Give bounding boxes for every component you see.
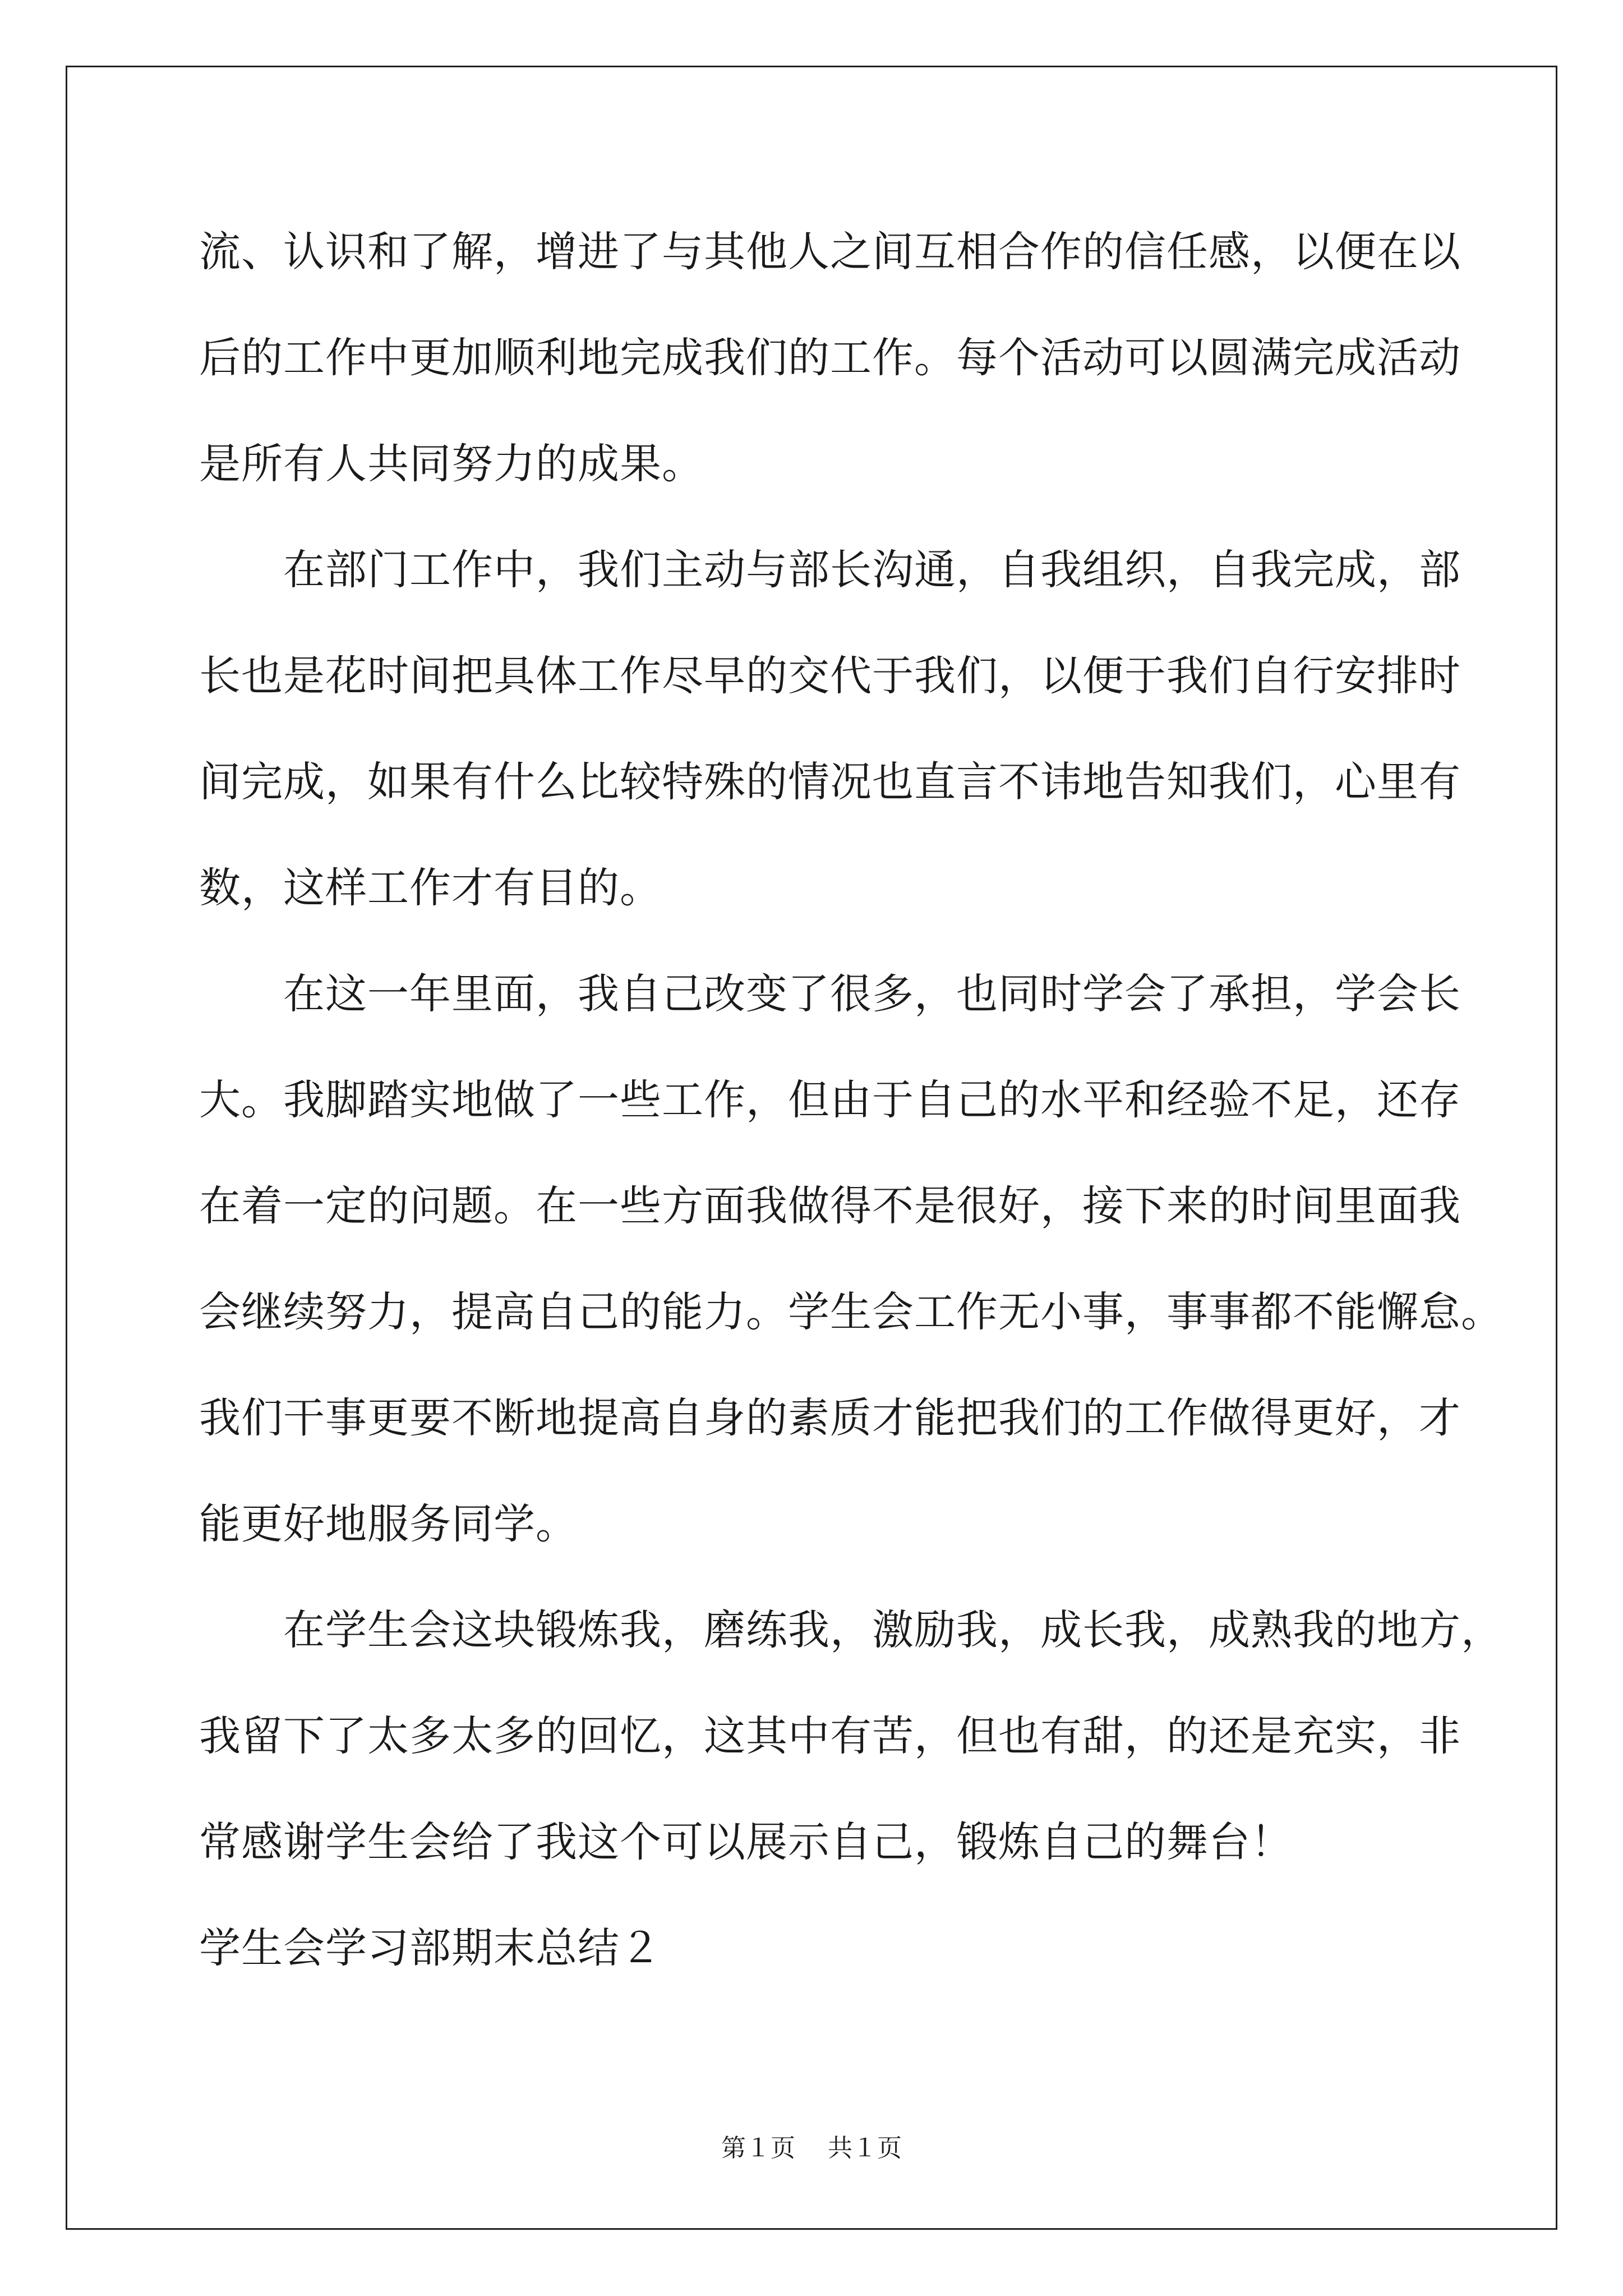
text-line: 在着一定的问题。在一些方面我做得不是很好，接下来的时间里面我: [199, 1182, 1461, 1230]
text-line: 在这一年里面，我自己改变了很多，也同时学会了承担，学会长: [283, 970, 1461, 1018]
text-line: 是所有人共同努力的成果。: [199, 440, 704, 488]
text-line: 会继续努力，提高自己的能力。学生会工作无小事，事事都不能懈怠。: [199, 1288, 1503, 1336]
text-line: 间完成，如果有什么比较特殊的情况也直言不讳地告知我们，心里有: [199, 758, 1461, 806]
text-line: 在部门工作中，我们主动与部长沟通，自我组织，自我完成，部: [283, 546, 1461, 594]
text-line: 流、认识和了解，增进了与其他人之间互相合作的信任感，以便在以: [199, 228, 1461, 276]
document-body: [199, 199, 1503, 2001]
text-line: 长也是花时间把具体工作尽早的交代于我们，以便于我们自行安排时: [199, 652, 1461, 700]
text-line: 大。我脚踏实地做了一些工作，但由于自己的水平和经验不足，还存: [199, 1076, 1461, 1124]
text-line: 我留下了太多太多的回忆，这其中有苦，但也有甜，的还是充实，非: [199, 1712, 1461, 1760]
text-line: 在学生会这块锻炼我，磨练我，激励我，成长我，成熟我的地方，: [283, 1606, 1503, 1654]
text-line: 学生会学习部期末总结２: [199, 1924, 662, 1972]
page-footer: 第１页 共１页: [721, 2134, 902, 2162]
text-line: 我们干事更要不断地提高自身的素质才能把我们的工作做得更好，才: [199, 1394, 1461, 1442]
text-line: 数，这样工作才有目的。: [199, 864, 662, 912]
text-line: 后的工作中更加顺利地完成我们的工作。每个活动可以圆满完成活动: [199, 334, 1461, 382]
text-line: 能更好地服务同学。: [199, 1500, 578, 1548]
text-line: 常感谢学生会给了我这个可以展示自己，锻炼自己的舞台！: [199, 1818, 1293, 1866]
